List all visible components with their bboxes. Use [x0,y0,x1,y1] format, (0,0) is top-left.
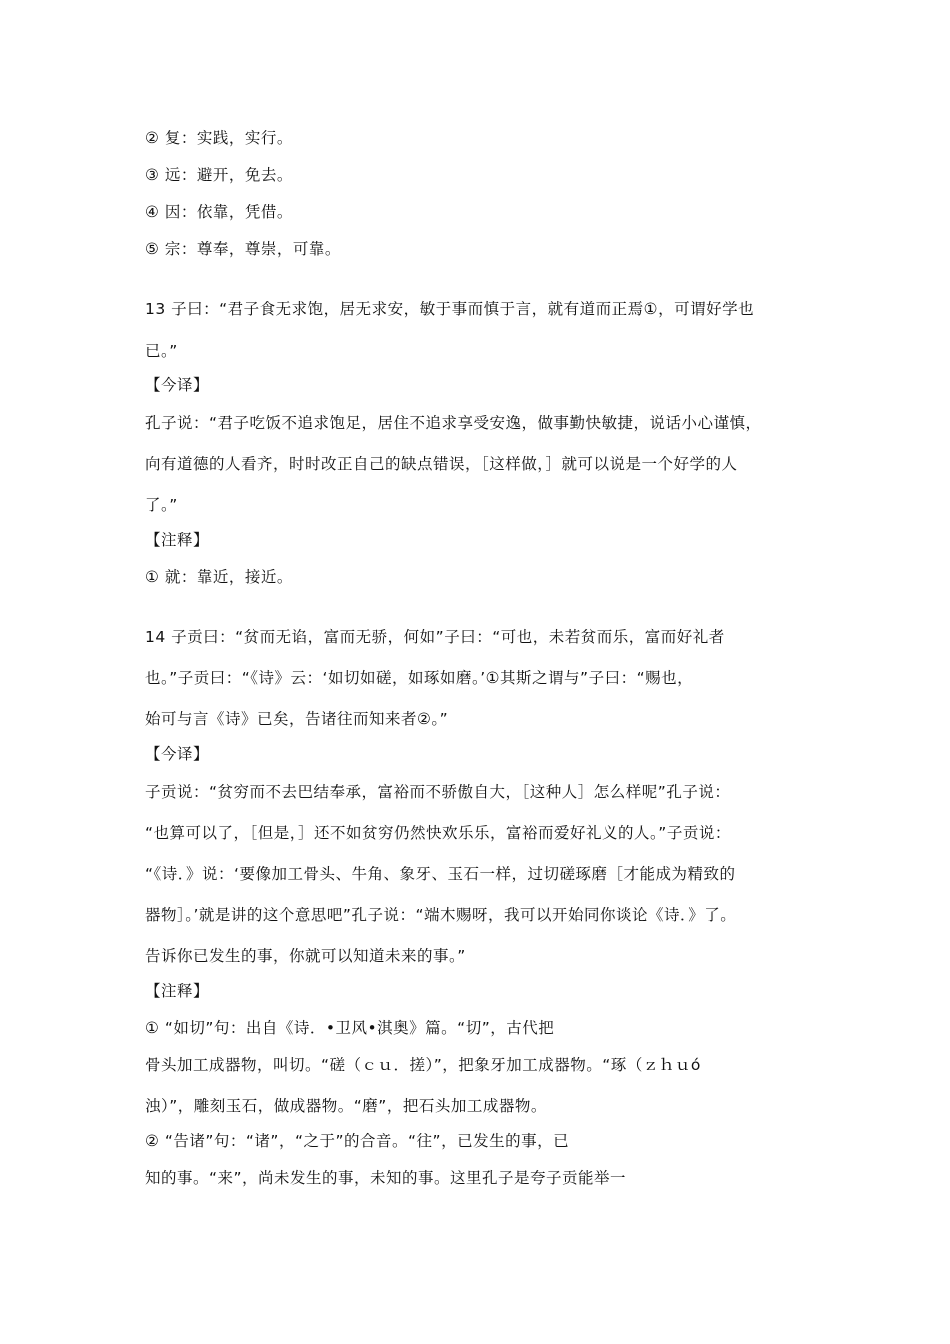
note-line: ⑤ 宗：尊奉，尊崇，可靠。 [145,240,341,258]
heading-translation-13: 【今译】 [145,376,210,394]
note-14-line: ② “告诸”句：“诸”，“之于”的合音。“往”，已发生的事，已 [145,1132,570,1150]
note-14-line: 骨头加工成器物，叫切。“磋（ｃｕ．搓）”，把象牙加工成器物。“琢（ｚｈｕó [145,1056,701,1074]
translation-14-line: 子贡说：“贫穷而不去巴结奉承，富裕而不骄傲自大，［这种人］怎么样呢”孔子说： [145,783,731,801]
heading-notes-14: 【注释】 [145,982,210,1000]
translation-14-line: 告诉你已发生的事，你就可以知道未来的事。” [145,947,466,965]
passage-14-line: 也。”子贡曰：“《诗》云：‘如切如磋，如琢如磨。’①其斯之谓与”子曰：“赐也， [145,669,694,687]
note-13-line: ① 就：靠近，接近。 [145,568,293,586]
note-line: ② 复：实践，实行。 [145,129,293,147]
passage-14-line: 始可与言《诗》已矣，告诸往而知来者②。” [145,710,449,728]
note-14-line: ① “如切”句：出自《诗．•卫风•淇奥》篇。“切”，古代把 [145,1019,555,1037]
note-14-line: 浊）”，雕刻玉石，做成器物。“磨”，把石头加工成器物。 [145,1097,547,1115]
note-line: ③ 远：避开，免去。 [145,166,293,184]
translation-13-line: 向有道德的人看齐，时时改正自己的缺点错误，［这样做，］就可以说是一个好学的人 [145,455,738,473]
note-14-line: 知的事。“来”，尚未发生的事，未知的事。这里孔子是夸子贡能举一 [145,1169,627,1187]
passage-14-line: 14 子贡曰：“贫而无谄，富而无骄，何如”子曰：“可也，未若贫而乐，富而好礼者 [145,628,725,646]
translation-13-line: 了。” [145,496,178,514]
translation-14-line: 器物］。’就是讲的这个意思吧”孔子说：“端木赐呀，我可以开始同你谈论《诗．》了。 [145,906,737,924]
translation-14-line: “《诗．》说：‘要像加工骨头、牛角、象牙、玉石一样，过切磋琢磨［才能成为精致的 [145,865,736,883]
passage-13-line: 已。” [145,342,178,360]
passage-13-line: 13 子曰：“君子食无求饱，居无求安，敏于事而慎于言，就有道而正焉①，可谓好学也 [145,300,755,318]
note-line: ④ 因：依靠，凭借。 [145,203,293,221]
translation-14-line: “也算可以了，［但是，］还不如贫穷仍然快欢乐乐，富裕而爱好礼义的人。”子贡说： [145,824,731,842]
translation-13-line: 孔子说：“君子吃饭不追求饱足，居住不追求享受安逸，做事勤快敏捷，说话小心谨慎， [145,414,762,432]
heading-notes-13: 【注释】 [145,531,210,549]
heading-translation-14: 【今译】 [145,745,210,763]
